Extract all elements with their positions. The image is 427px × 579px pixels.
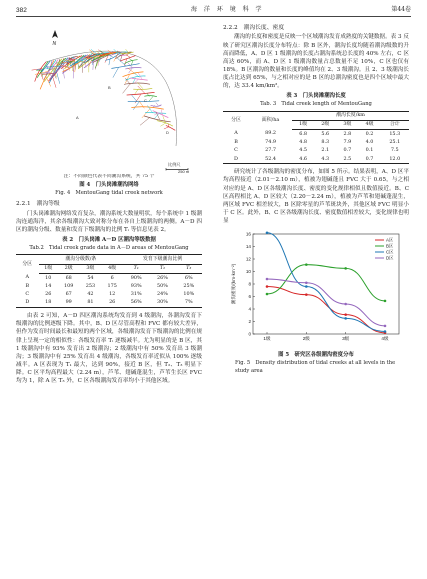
table-row [223,138,409,146]
y-tick-label: 12 [245,256,251,262]
table-cell: 54 [87,274,94,281]
table-cell: 0.2 [365,130,374,137]
section-2-2-2-title: 2.2.2 潮沟长度、密度 [223,25,285,31]
table2-subheader: 3级 [80,264,102,273]
table-cell: 50% [157,282,168,289]
table-cell: 90% [130,274,142,281]
density-chart [223,228,409,351]
left-paragraph-1: 门头岗滩潮沟网络发育复杂，潮沟系统大数量明状，每个系统中 1 级潮沟连通海洋，其余各级潮沟大致对称分布在各自上级潮沟的两侧。A－D 四区的潮沟分级、数量和发育下级潮沟的比例 Tᵢ 等信息见表 2。 [16,210,202,233]
table-cell: 68 [65,274,72,281]
table-cell: 15.3 [389,130,401,137]
table-cell: 4.6 [292,155,314,164]
table-cell: D [16,299,39,308]
table-cell: 30% [149,299,175,308]
y-tick-label: 0 [248,331,251,337]
zone-label-d: D [166,130,169,135]
zone-label-c: C [144,98,147,103]
table-cell: 253 [85,282,96,289]
map-figure [16,24,202,174]
data-point [344,313,347,316]
table-cell: 12 [109,291,116,298]
legend-label: B区 [386,243,394,249]
x-tick-label: 3级 [342,336,350,342]
tab3-caption-cn: 表 3 门头岗滩潮沟长度 [286,93,346,100]
table3-subheader: 4级 [358,120,380,129]
table-cell: A [234,130,238,137]
table-cell: 10% [183,291,195,298]
legend-label: D区 [386,255,394,261]
table-cell: 8.3 [321,139,330,145]
table-cell: 18 [39,299,58,308]
scale-label: 比例尺 [168,162,181,167]
table-cell: 109 [64,282,74,289]
table-3 [223,111,409,165]
data-point [266,285,269,288]
table-cell: 0.7 [343,147,352,154]
table-cell: 27.7 [265,147,276,154]
data-point [305,263,308,266]
table-cell: 26 [101,299,123,308]
table2-subheader: T₂ [149,264,175,273]
table-2 [16,254,202,308]
table2-subheader: 4级 [101,264,123,273]
x-tick-label: 1级 [263,336,271,342]
x-tick-label: 2级 [302,336,310,342]
data-point [266,293,269,296]
table-cell: 2.1 [321,147,330,154]
table-row [16,291,202,299]
section-2-2-1-title: 2.2.1 潮沟等级 [16,201,60,208]
data-point [305,285,308,288]
table-cell: 25% [183,282,195,289]
table-cell: B [234,139,238,145]
table-cell: 56% [123,299,149,308]
data-point [305,282,308,285]
table-cell: A [25,274,30,281]
x-tick-label: 4级 [381,336,389,342]
data-point [266,278,269,281]
right-column [223,24,409,377]
y-tick-label: 4 [248,306,251,312]
table3-header-zone: 分区 [223,111,249,130]
y-axis-label: 潮沟密度/(km·km⁻²) [231,263,236,305]
right-paragraph-2: 研究统计了各级潮沟的密度分布，如图 5 所示。结果表明，A、D 区平均高程接近（2.01－2.10 m），植被为翅碱蓬且 FVC 大于 0.65，与之相对应的是 A、D 区各级潮沟长度、密度的变化规律相似且数值接近。B、C 区高程相比 A、D 区较大（2.20－2.24 m），植被为芦苇和翅碱蓬混生，两区域 FVC 相差较大，B 区除零星的芦苇斑块外，其他区域 FVC 明显小于 C 区。此外，B、C 区各级潮沟长度、密度数值相差较大，变化规律也明显 [223,169,409,224]
table-cell: 2.5 [336,155,358,164]
fig5-caption-cn: 图 5 研究区各级潮沟密度分布 [278,352,354,359]
table-cell: 6% [184,274,193,281]
table-cell: 2.8 [343,130,352,137]
table-row [16,299,202,308]
data-point [266,232,269,235]
table2-subheader: T₁ [123,264,149,273]
table-cell: 67 [65,291,72,298]
table-cell: 52.4 [249,155,292,164]
fig4-caption-cn: 图 4 门头岗滩潮沟网络 [79,181,139,188]
table-cell: 4.0 [365,139,374,145]
plot-frame [253,234,399,334]
y-tick-label: 16 [245,231,251,237]
table-cell: 99 [58,299,80,308]
table-row [16,273,202,282]
left-paragraph-2: 由表 2 可知，A－D 四区潮沟系统均发育到 4 级潮沟，各潮沟发育下级潮沟的比例逐级下降。其中，B、D 区尽管高程和 FVC 都有较大差异，但作为发育时间最长和最短的两个区域，各级潮沟发育下级潮沟的比例在规律上呈现一定的相似性：各级发育率 Tᵢ 逐级减半。尤为明显的是 B 区，其 1 级潮沟中有 93% 发育出 2 级潮沟；2 级潮沟中有 50% 发育出 3 级潮沟；3 级潮沟中有 25% 发育出 4 级潮沟，各级发育率近似从 100% 逐级减半。A 区表现为 T₁ 最大，达到 90%，接近 B 区，但 T₂、T₃ 明显下降。C 区平均高程最大（2.24 m），芦苇、翅碱蓬混生，芦苇生长区 FVC 均为 1，除 A 区 T₃ 外，C 区各级潮沟发育率均小于其他区域。 [16,313,202,385]
table-cell: C [25,291,30,298]
journal-title: 海 洋 环 境 科 学 [191,6,265,13]
legend-label: A区 [386,237,394,243]
table-cell: 4.3 [314,155,336,164]
table2-subheader: 2级 [58,264,80,273]
y-tick-label: 14 [245,244,251,250]
legend-label: C区 [386,249,394,255]
map-note: 注：不同颜色代表不同潮沟系统，共 75 个 [63,174,155,179]
density-chart-svg [223,228,409,348]
table-cell: 7.5 [390,147,399,154]
y-tick-label: 10 [245,269,251,275]
table-cell: 7.9 [343,139,352,145]
data-point [384,300,387,303]
table-cell: 24% [157,291,168,298]
table3-header-length: 潮沟长度/km [292,111,409,120]
table-cell: 31% [130,291,142,298]
table-cell: D [223,155,249,164]
table-cell: 26 [45,291,52,298]
data-point [384,330,387,333]
table-cell: 175 [107,282,117,289]
scale-value: 250 m [178,169,190,174]
table-cell: 74.9 [265,139,276,145]
data-point [305,293,308,296]
table-cell: 4.5 [299,147,308,154]
y-tick-label: 2 [248,319,251,325]
table-cell: C [234,147,238,154]
table3-subheader: 合计 [381,120,409,129]
right-paragraph-1: 潮沟的长度和密度是反映一个区域潮沟发育成熟度的关键数据。表 3 反映了研究区潮沟长度分布特点：除 B 区外，潮沟长度均随着潮沟级数的升高而降低，A、D 区 1 级潮沟的长度占潮沟系统总长度的 40% 左右，C 区高达 60%，而 A、D 区 1 级潮沟数量占总数量不足 10%，C 区也仅有 18%。B 区潮沟的数量和长度的峰值均在 2、3 级潮沟。且 2、3 级潮沟长度占比达到 65%，与之相对应的是 B 区的总潮沟密度也是四个区域中最大的，达 33.4 km/km²。 [223,34,409,90]
table-cell: 0.1 [365,147,374,154]
page-header [16,6,411,17]
table3-subheader: 2级 [314,120,336,129]
table-cell: 89.2 [265,130,276,137]
table-cell: 10 [45,274,52,281]
table-cell: 6.8 [299,130,308,137]
y-tick-label: 6 [248,294,251,300]
fig4-caption-en: Fig. 4 MentouGang tidal creek network [55,189,163,196]
y-tick-label: 8 [248,281,251,287]
table3-subheader: 1级 [292,120,314,129]
page-number: 382 [16,7,27,14]
zone-label-a: A [76,115,79,120]
volume-label: 第44卷 [391,6,411,13]
tab2-caption-cn: 表 2 门头岗滩 A－D 区潮沟等级数据 [62,237,156,244]
table-cell: 6 [110,274,114,281]
table-cell: 5.6 [321,130,330,137]
data-point [384,325,387,328]
zone-label-b: B [108,85,111,90]
north-label: N [52,41,57,47]
table2-header-zone: 分区 [16,255,39,274]
table2-header-ratio: 发育下级潮沟比例 [123,255,202,264]
table-cell: 81 [80,299,102,308]
series-line [267,265,385,301]
table-cell: 14 [45,282,52,289]
tidal-creek-map [16,24,202,174]
table2-subheader: T₃ [176,264,202,273]
fig5-caption-en: Fig. 5 Density distribution of tidal creeks at all levels in the study area [235,360,396,374]
table-cell: B [25,282,30,289]
table-cell: 26% [157,274,168,281]
tab3-caption-en: Tab. 3 Tidal creek length of MentouGang [260,100,372,107]
table3-subheader: 3级 [336,120,358,129]
table-cell: 12.0 [381,155,409,164]
table-row [223,155,409,164]
data-point [344,303,347,306]
table-cell: 7% [176,299,202,308]
table-cell: 0.7 [358,155,380,164]
table2-header-count: 潮沟分级数/条 [39,255,123,264]
table2-subheader: 1级 [39,264,58,273]
left-column [16,24,202,385]
table-cell: 4.8 [299,139,308,145]
table-row [223,130,409,139]
table-row [16,282,202,290]
table3-header-area: 面积/ha [249,111,292,130]
table-cell: 42 [87,291,94,298]
table-row [223,147,409,155]
table-cell: 93% [130,282,142,289]
data-point [344,317,347,320]
table-cell: 25.1 [389,139,401,145]
tab2-caption-en: Tab.2 Tidal creek grade data in A－D areas of MentouGang [29,244,189,251]
data-point [344,267,347,270]
